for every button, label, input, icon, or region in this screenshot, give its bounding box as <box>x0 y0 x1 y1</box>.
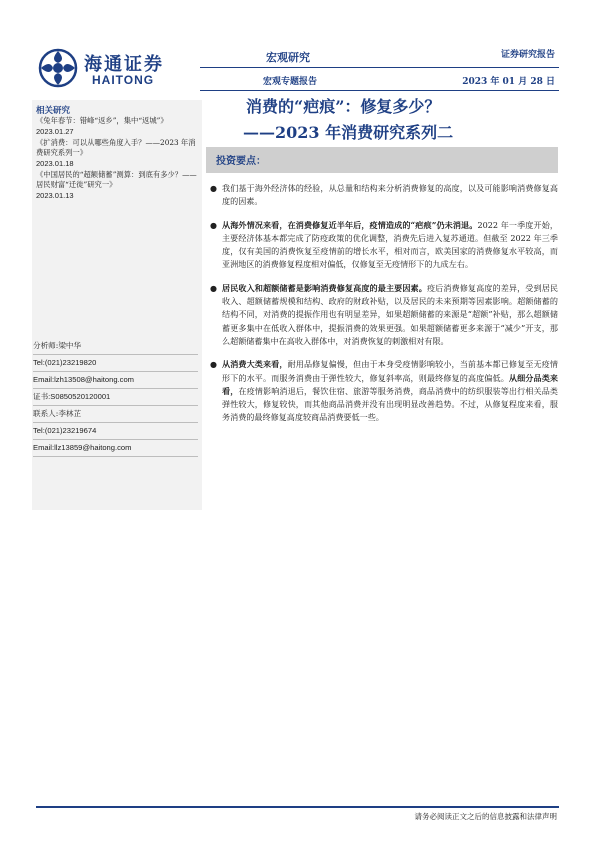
key-point-lead: 从细分品类来看， <box>222 372 558 396</box>
footer-disclaimer: 请务必阅读正文之后的信息披露和法律声明 <box>414 812 557 821</box>
key-point-text: 2022 年一季度开始，主要经济体基本都完成了防疫政策的优化调整，消费先后进入复苏通道。但截至 2022 年三季度，仅有美国的消费恢复至疫情前的增长水平，相对而言，欧美国家的消费修复水平较高，而亚洲地区的消费修复程度相对偏低，仅修复至无疫情形下的九成左右。 <box>222 219 558 270</box>
divider <box>33 422 198 423</box>
bullet-icon: ● <box>210 220 217 230</box>
footer-rule <box>36 806 559 808</box>
header-rule-bottom <box>200 90 559 91</box>
related-item-date: 2023.01.18 <box>36 158 74 168</box>
related-item-date: 2023.01.13 <box>36 190 74 200</box>
haitong-logo-icon <box>38 48 78 88</box>
related-item[interactable] <box>36 116 198 137</box>
related-item[interactable] <box>36 170 198 201</box>
key-point <box>206 182 558 209</box>
analyst-certificate: 证书:S0850520120001 <box>33 392 111 401</box>
divider <box>33 439 198 440</box>
key-point <box>206 282 558 348</box>
bullet-icon: ● <box>210 360 217 370</box>
related-research-list <box>36 116 198 202</box>
analyst-email[interactable]: Email:lzh13508@haitong.com <box>33 375 134 384</box>
report-subtitle: ——2023 年消费研究系列二 <box>243 123 454 142</box>
brand-name-en: HAITONG <box>92 73 155 87</box>
related-item-title: 《兔年春节：错峰“返乡”，集中“返城”》 <box>36 116 168 125</box>
brand-name-cn: 海通证券 <box>84 54 164 75</box>
related-research-heading: 相关研究 <box>36 106 71 116</box>
report-title: 消费的“疤痕”：修复多少？ <box>246 97 441 116</box>
bullet-icon: ● <box>210 283 217 293</box>
contact-tel: Tel:(021)23219674 <box>33 426 97 435</box>
contact-name: 联系人:李林芷 <box>33 409 82 418</box>
contact-email[interactable]: Email:llz13859@haitong.com <box>33 443 132 452</box>
related-item-title: 《扩消费：可以从哪些角度入手？——2023 年消费研究系列一》 <box>36 137 196 157</box>
key-point-text: 我们基于海外经济体的经验，从总量和结构来分析消费修复的高度，以及可能影响消费修复高度的因素。 <box>222 183 558 207</box>
key-point-lead: 从消费大类来看， <box>222 359 288 370</box>
divider <box>33 388 198 389</box>
related-item-date: 2023.01.27 <box>36 126 74 136</box>
analyst-info <box>33 339 198 458</box>
analyst-name: 分析师:梁中华 <box>33 341 82 350</box>
key-points-list <box>206 182 558 435</box>
related-item[interactable] <box>36 138 198 169</box>
divider <box>33 371 198 372</box>
header-rule-top <box>200 67 559 68</box>
report-series: 证券研究报告 <box>500 50 555 60</box>
key-point <box>206 219 558 272</box>
analyst-tel: Tel:(021)23219820 <box>33 358 97 367</box>
key-point-lead: 从海外情况来看，在消费修复近半年后，疫情造成的“疤痕”仍未消退。 <box>222 219 478 230</box>
report-category: 宏观研究 <box>266 51 310 64</box>
divider <box>33 354 198 355</box>
key-point <box>206 358 558 424</box>
divider <box>33 456 198 457</box>
related-item-title: 《中国居民的“超额储蓄”测算：到底有多少？——居民财富“迁徙”研究一》 <box>36 169 197 189</box>
report-date: 2023 年 01 月 28 日 <box>462 77 555 87</box>
key-point-lead: 居民收入和超额储蓄是影响消费修复高度的最主要因素。 <box>222 282 427 293</box>
key-points-heading: 投资要点： <box>216 156 266 167</box>
key-point-text: 耐用品修复偏慢，但由于本身受疫情影响较小，当前基本都已修复至无疫情形下的水平。而服务消费由于弹性较大，修复斜率高，则最终修复的高度偏低。 <box>222 359 558 383</box>
divider <box>33 405 198 406</box>
key-point-text: 在疫情影响消退后，餐饮住宿、旅游等服务消费，商品消费中的纺织服装等出行相关品类弹性较大，修复较快，而其他商品消费并没有出现明显改善趋势。不过，从修复程度来看，服务消费的最终修复高度较商品消费要低一些。 <box>222 385 558 423</box>
report-type: 宏观专题报告 <box>263 77 318 87</box>
key-point-text: 疫后消费修复高度的差异，受到居民收入、超额储蓄规模和结构、政府的财政补贴，以及居民的未来预期等因素影响。超额储蓄的结构不同，对消费的提振作用也有明显差异，如果超额储蓄的来源是“超额”补贴，那么超额储蓄更多集中在低收入群体中，提振消费的效果更强。如果超额储蓄更多来源于“减少”开支，那么超额储蓄集中在高收入群体中，对消费恢复的刺激相对有限。 <box>222 282 558 346</box>
bullet-icon: ● <box>210 184 217 193</box>
